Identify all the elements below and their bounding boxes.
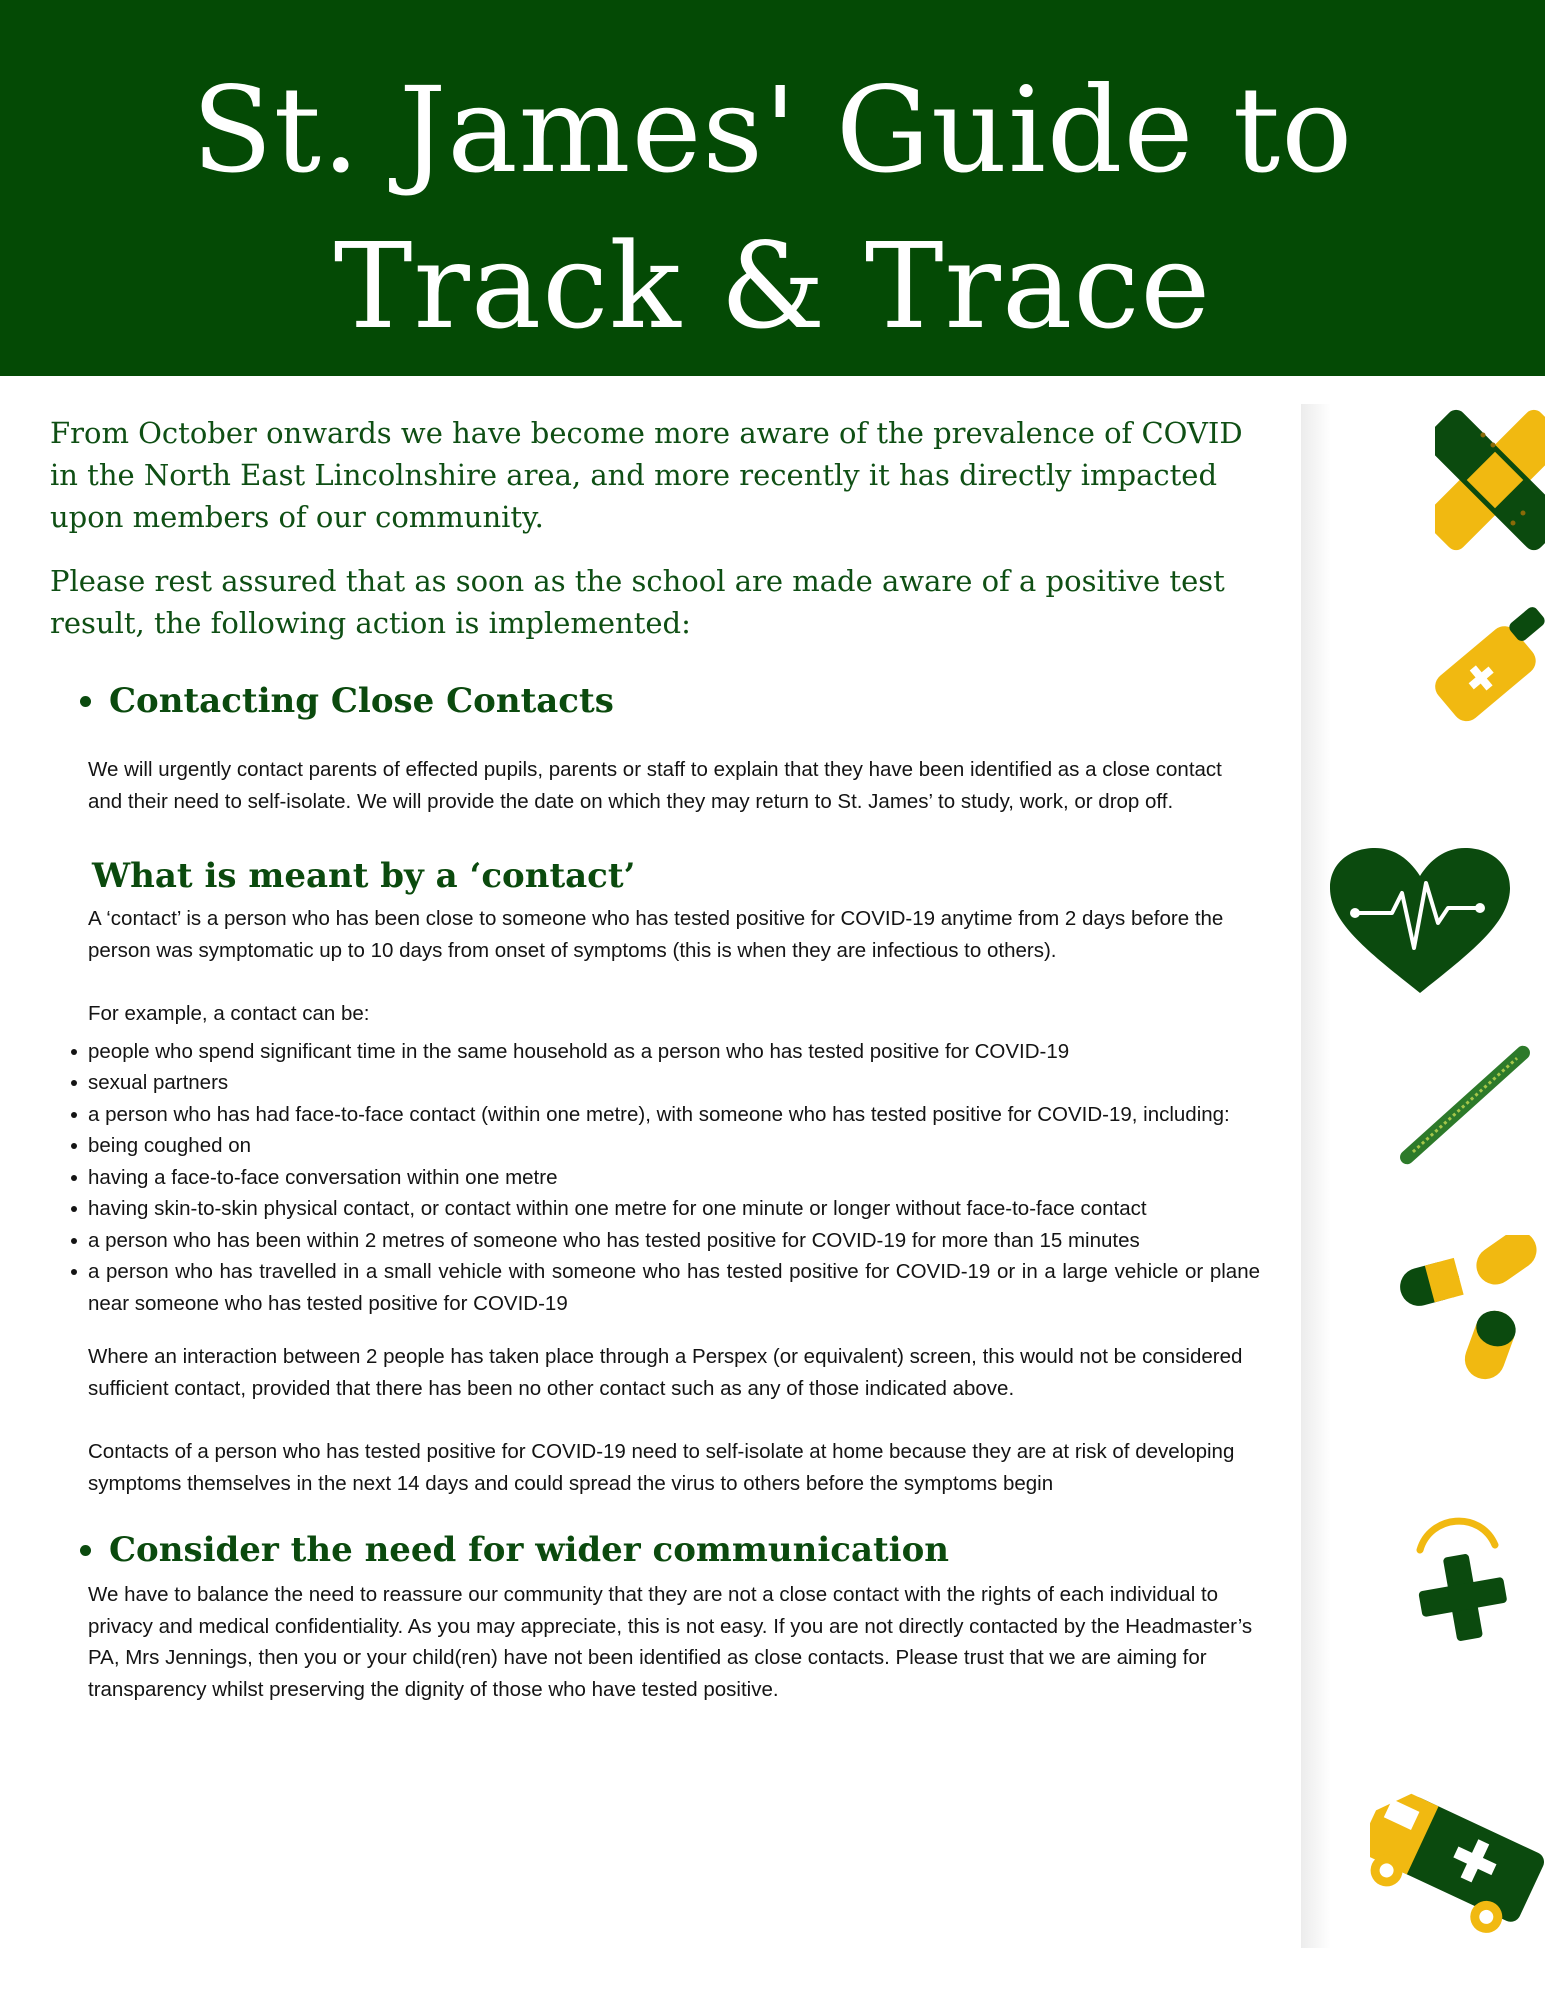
ambulance-icon <box>1370 1775 1545 1940</box>
title-line-1: St. James' Guide to <box>191 61 1354 199</box>
list-item: being coughed on <box>50 1130 1260 1162</box>
contact-definition-body: A ‘contact’ is a person who has been close to someone who has tested positive for COVID-19 anytime from 2 days before the person was symptomatic up to 10 days from onset of symptoms (this is when they are infectious to others). <box>88 907 1224 962</box>
side-divider-strip <box>1301 404 1331 1948</box>
list-item: a person who has travelled in a small vehicle with someone who has tested positive for COVID-19 or in a large vehicle or plane near someone who has tested positive for COVID-19 <box>50 1256 1260 1319</box>
contact-examples-list <box>50 1036 1260 1320</box>
pills-icon <box>1395 1235 1545 1390</box>
heart-pulse-icon <box>1330 848 1510 998</box>
perspex-screen-note: Where an interaction between 2 people has taken place through a Perspex (or equivalent) screen, this would not be considered sufficient contact, provided that there has been no other contact such as any of those indicated above. <box>88 1345 1243 1400</box>
self-isolation-note: Contacts of a person who has tested positive for COVID-19 need to self-isolate at home because they are at risk of developing symptoms themselves in the next 14 days and could spread the virus to others before the symptoms begin <box>88 1440 1235 1495</box>
section-heading-contact-definition: What is meant by a ‘contact’ <box>92 856 636 896</box>
intro-paragraph-1: From October onwards we have become more aware of the prevalence of COVID in the North East Lincolnshire area, and more recently it has directly impacted upon members of our community. <box>50 416 1243 534</box>
section-heading-text: Contacting Close Contacts <box>109 681 614 721</box>
bullet-dot <box>80 696 91 707</box>
list-item: sexual partners <box>50 1067 1260 1099</box>
section-heading-wider-communication <box>50 1527 1260 1573</box>
plaster-icon <box>1415 605 1545 745</box>
title-line-2: Track & Trace <box>333 217 1212 355</box>
list-item: a person who has been within 2 metres of someone who has tested positive for COVID-19 for more than 15 minutes <box>50 1225 1260 1257</box>
bullet-dot <box>80 1545 91 1556</box>
stethoscope-cross-icon <box>1410 1510 1545 1645</box>
list-item: having skin-to-skin physical contact, or contact within one metre for one minute or longer without face-to-face contact <box>50 1193 1260 1225</box>
intro-paragraph-2: Please rest assured that as soon as the school are made aware of a positive test result, the following action is implemented: <box>50 564 1225 640</box>
example-intro: For example, a contact can be: <box>88 1002 370 1025</box>
bandage-icon <box>1435 405 1545 555</box>
list-item: a person who has had face-to-face contact (within one metre), with someone who has tested positive for COVID-19, including: <box>50 1099 1260 1131</box>
thermometer-icon <box>1385 1038 1545 1173</box>
wider-communication-body: We have to balance the need to reassure our community that they are not a close contact with the rights of each individual to privacy and medical confidentiality. As you may appreciate, this is not easy. If you are not directly contacted by the Headmaster’s PA, Mrs Jennings, then you or your child(ren) have not been identified as close contacts. Please trust that we are aiming for transparency whilst preserving the dignity of those who have tested positive. <box>88 1583 1253 1701</box>
section-heading-close-contacts <box>50 678 1260 724</box>
page-title <box>0 0 1545 364</box>
header-banner <box>0 0 1545 376</box>
main-content <box>50 412 1260 1705</box>
close-contacts-body: We will urgently contact parents of effected pupils, parents or staff to explain that they have been identified as a close contact and their need to self-isolate. We will provide the date on which they may return to St. James’ to study, work, or drop off. <box>88 758 1222 813</box>
section-heading-text: Consider the need for wider communication <box>109 1530 949 1570</box>
list-item: having a face-to-face conversation within one metre <box>50 1162 1260 1194</box>
list-item: people who spend significant time in the same household as a person who has tested positive for COVID-19 <box>50 1036 1260 1068</box>
